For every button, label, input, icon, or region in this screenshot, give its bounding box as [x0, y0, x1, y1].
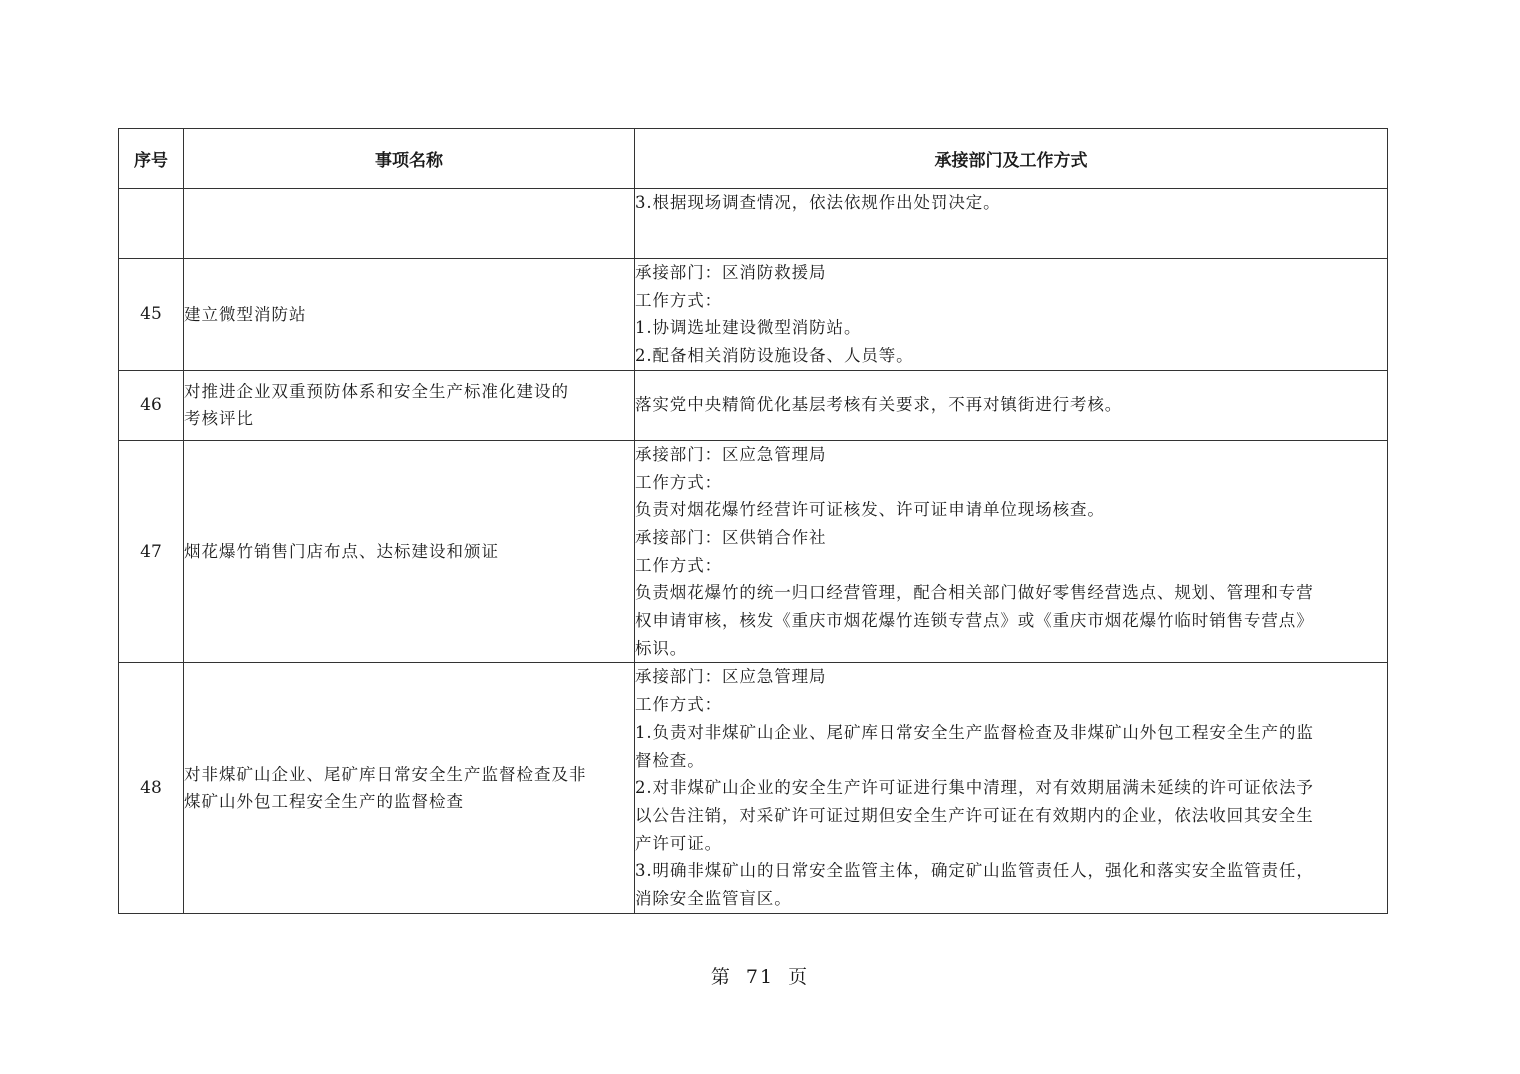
desc-line: 承接部门：区应急管理局 [635, 444, 827, 464]
header-department-method: 承接部门及工作方式 [635, 129, 1388, 189]
item-name [184, 370, 635, 440]
desc-line: 督检查。 [635, 750, 705, 770]
department-method [635, 259, 1388, 371]
desc-line: 2.配备相关消防设施设备、人员等。 [635, 346, 914, 366]
header-item-name: 事项名称 [184, 129, 635, 189]
desc-line: 承接部门：区消防救援局 [635, 263, 827, 282]
department-method [635, 440, 1388, 663]
table-row [119, 189, 1388, 259]
header-seq: 序号 [119, 129, 184, 189]
page-number: 71 [745, 966, 775, 988]
desc-line: 工作方式： [635, 472, 722, 492]
document-table [118, 128, 1388, 914]
name-line: 考核评比 [184, 409, 254, 429]
desc-line: 权申请审核，核发《重庆市烟花爆竹连锁专营点》或《重庆市烟花爆竹临时销售专营点》 [635, 611, 1314, 631]
name-line: 建立微型消防站 [184, 304, 307, 324]
name-line: 煤矿山外包工程安全生产的监督检查 [184, 792, 464, 812]
name-line: 烟花爆竹销售门店布点、达标建设和颁证 [184, 542, 499, 562]
row-number: 47 [119, 440, 184, 663]
table-row [119, 440, 1388, 663]
table-row [119, 259, 1388, 371]
row-number: 48 [119, 663, 184, 913]
desc-line: 工作方式： [635, 555, 722, 575]
desc-line: 1.协调选址建设微型消防站。 [635, 318, 862, 338]
department-method [635, 189, 1388, 259]
page-suffix: 页 [788, 966, 810, 988]
name-line: 对推进企业双重预防体系和安全生产标准化建设的 [184, 382, 569, 402]
table-row [119, 663, 1388, 913]
desc-line: 标识。 [635, 638, 688, 658]
desc-line: 落实党中央精简优化基层考核有关要求，不再对镇街进行考核。 [635, 395, 1123, 415]
desc-line: 工作方式： [635, 695, 722, 715]
desc-line: 以公告注销，对采矿许可证过期但安全生产许可证在有效期内的企业，依法收回其安全生 [635, 805, 1314, 825]
row-number [119, 189, 184, 259]
page-prefix: 第 [710, 966, 732, 988]
desc-line: 负责对烟花爆竹经营许可证核发、许可证申请单位现场核查。 [635, 500, 1105, 520]
desc-line: 1.负责对非煤矿山企业、尾矿库日常安全生产监督检查及非煤矿山外包工程安全生产的监 [635, 722, 1314, 742]
row-number: 46 [119, 370, 184, 440]
row-number: 45 [119, 259, 184, 371]
page-footer [0, 962, 1520, 989]
desc-line: 工作方式： [635, 290, 722, 310]
item-name [184, 440, 635, 663]
item-name [184, 189, 635, 259]
desc-line: 负责烟花爆竹的统一归口经营管理，配合相关部门做好零售经营选点、规划、管理和专营 [635, 583, 1314, 603]
desc-line: 2.对非煤矿山企业的安全生产许可证进行集中清理，对有效期届满未延续的许可证依法予 [635, 778, 1314, 798]
desc-line: 产许可证。 [635, 833, 722, 853]
desc-line: 承接部门：区应急管理局 [635, 667, 827, 687]
table-row [119, 370, 1388, 440]
name-line: 对非煤矿山企业、尾矿库日常安全生产监督检查及非 [184, 765, 587, 785]
department-method [635, 370, 1388, 440]
desc-line: 3.明确非煤矿山的日常安全监管主体，确定矿山监管责任人，强化和落实安全监管责任， [635, 861, 1314, 881]
item-name [184, 259, 635, 371]
desc-line: 消除安全监管盲区。 [635, 889, 792, 909]
desc-line: 3.根据现场调查情况，依法依规作出处罚决定。 [635, 193, 1001, 212]
item-name [184, 663, 635, 913]
table-header-row [119, 129, 1388, 189]
department-method [635, 663, 1388, 913]
desc-line: 承接部门：区供销合作社 [635, 527, 827, 547]
